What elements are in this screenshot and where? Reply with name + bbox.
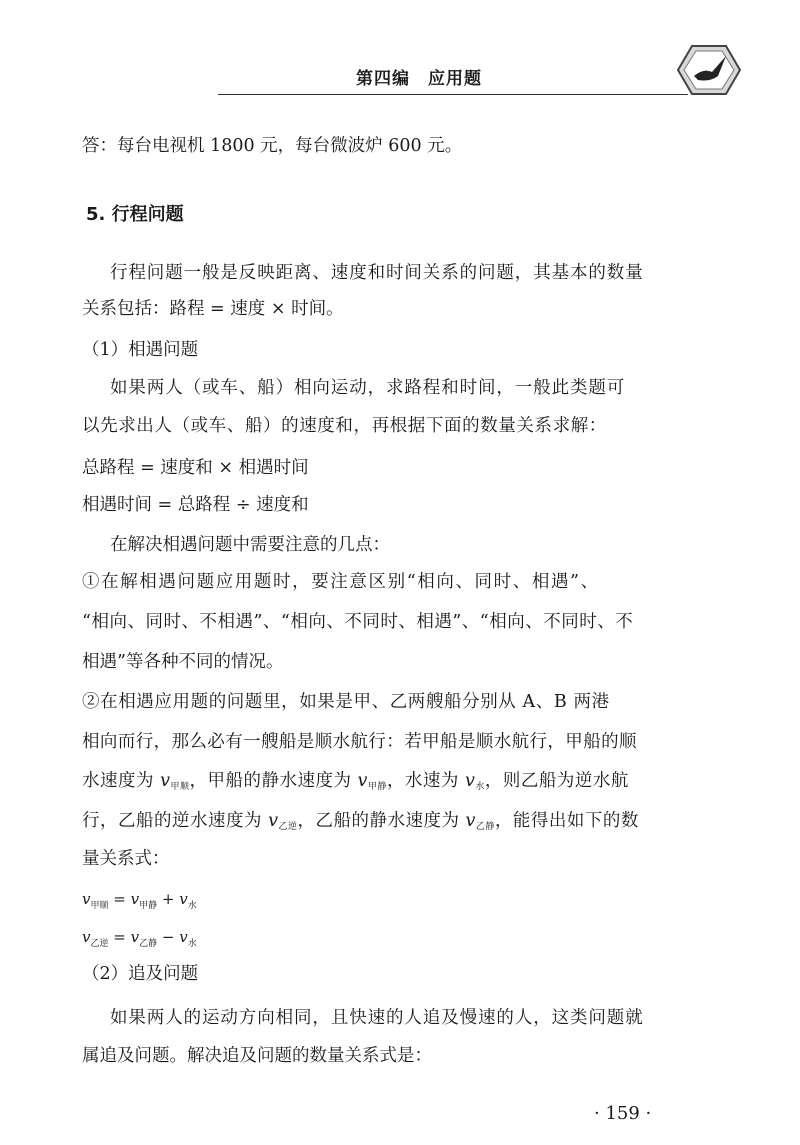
intro-line-1: 行程问题一般是反映距离、速度和时间关系的问题，其基本的数量 [110,263,644,283]
velocity-symbol: v [82,928,91,946]
subsection-title-meeting: （1）相遇问题 [82,340,199,360]
chase-para-line-1: 如果两人的运动方向相同，且快速的人追及慢速的人，这类问题就 [110,1008,644,1028]
note2-line-4-text-c: ，能得出如下的数 [494,811,639,831]
meeting-para-line-1: 如果两人（或车、船）相向运动，求路程和时间，一般此类题可 [110,378,626,398]
note2-line-5: 量关系式： [82,849,170,869]
subscript-jia-shun: 甲顺 [90,901,109,911]
hexagon-bird-icon [668,40,748,100]
note2-line-4-text-b: ，乙船的静水速度为 [297,811,466,831]
formula-total-distance: 总路程 = 速度和 × 相遇时间 [82,458,309,478]
minus-sign: − [157,928,180,946]
note2-line-2: 相向而行，那么必有一艘船是顺水航行：若甲船是顺水航行，甲船的顺 [82,732,637,752]
header-rule [218,94,688,95]
subsection-title-chase: （2）追及问题 [82,964,199,984]
velocity-symbol: v [130,890,140,908]
notes-intro: 在解决相遇问题中需要注意的几点： [110,535,390,555]
subscript-jia-shun: 甲顺 [170,782,190,792]
subscript-shui: 水 [475,782,485,792]
equation-downstream [82,890,197,911]
meeting-para-line-2: 以先求出人（或车、船）的速度和，再根据下面的数量关系求解： [82,416,607,436]
note2-line-3-text-c: ，水速为 [386,771,465,791]
velocity-symbol: v [465,811,476,831]
note2-line-3-text-d: ，则乙船为逆水航 [484,771,629,791]
chase-para-line-2: 属追及问题。解决追及问题的数量关系式是： [82,1046,432,1066]
note2-line-4 [82,809,639,839]
subscript-yi-ni: 乙逆 [278,822,298,832]
equals-sign: = [108,928,131,946]
velocity-symbol: v [160,771,171,791]
note2-line-3-text-b: ，甲船的静水速度为 [189,771,358,791]
answer-line: 答：每台电视机 1800 元，每台微波炉 600 元。 [82,136,463,156]
note1-line-1: ①在解相遇问题应用题时，要注意区别“相向、同时、相遇”、 [82,572,600,592]
section-title: 5. 行程问题 [86,204,184,225]
velocity-symbol: v [130,928,140,946]
note2-line-4-text-a: 行，乙船的逆水速度为 [82,811,269,831]
subscript-yi-jing: 乙静 [475,822,495,832]
page-number: · 159 · [594,1103,652,1124]
note1-line-3: 相遇”等各种不同的情况。 [82,652,284,672]
equation-upstream [82,928,197,949]
plus-sign: + [157,890,180,908]
velocity-symbol: v [179,890,188,908]
header-title: 第四编 应用题 [356,69,482,89]
subscript-jia-jing: 甲静 [139,901,158,911]
velocity-symbol: v [82,890,91,908]
note2-line-3-text-a: 水速度为 [82,771,161,791]
subscript-jia-jing: 甲静 [367,782,387,792]
note2-line-3 [82,769,629,799]
velocity-symbol: v [357,771,368,791]
formula-meeting-time: 相遇时间 = 总路程 ÷ 速度和 [82,495,309,515]
velocity-symbol: v [268,811,279,831]
subscript-yi-jing: 乙静 [139,939,158,949]
velocity-symbol: v [179,928,188,946]
subscript-shui: 水 [187,939,197,949]
note1-line-2: “相向、同时、不相遇”、“相向、不同时、相遇”、“相向、不同时、不 [82,612,634,632]
velocity-symbol: v [465,771,476,791]
intro-line-2: 关系包括：路程 = 速度 × 时间。 [82,299,344,319]
note2-line-1: ②在相遇应用题的问题里，如果是甲、乙两艘船分别从 A、B 两港 [82,692,610,712]
equals-sign: = [108,890,131,908]
subscript-yi-ni: 乙逆 [90,939,109,949]
subscript-shui: 水 [187,901,197,911]
